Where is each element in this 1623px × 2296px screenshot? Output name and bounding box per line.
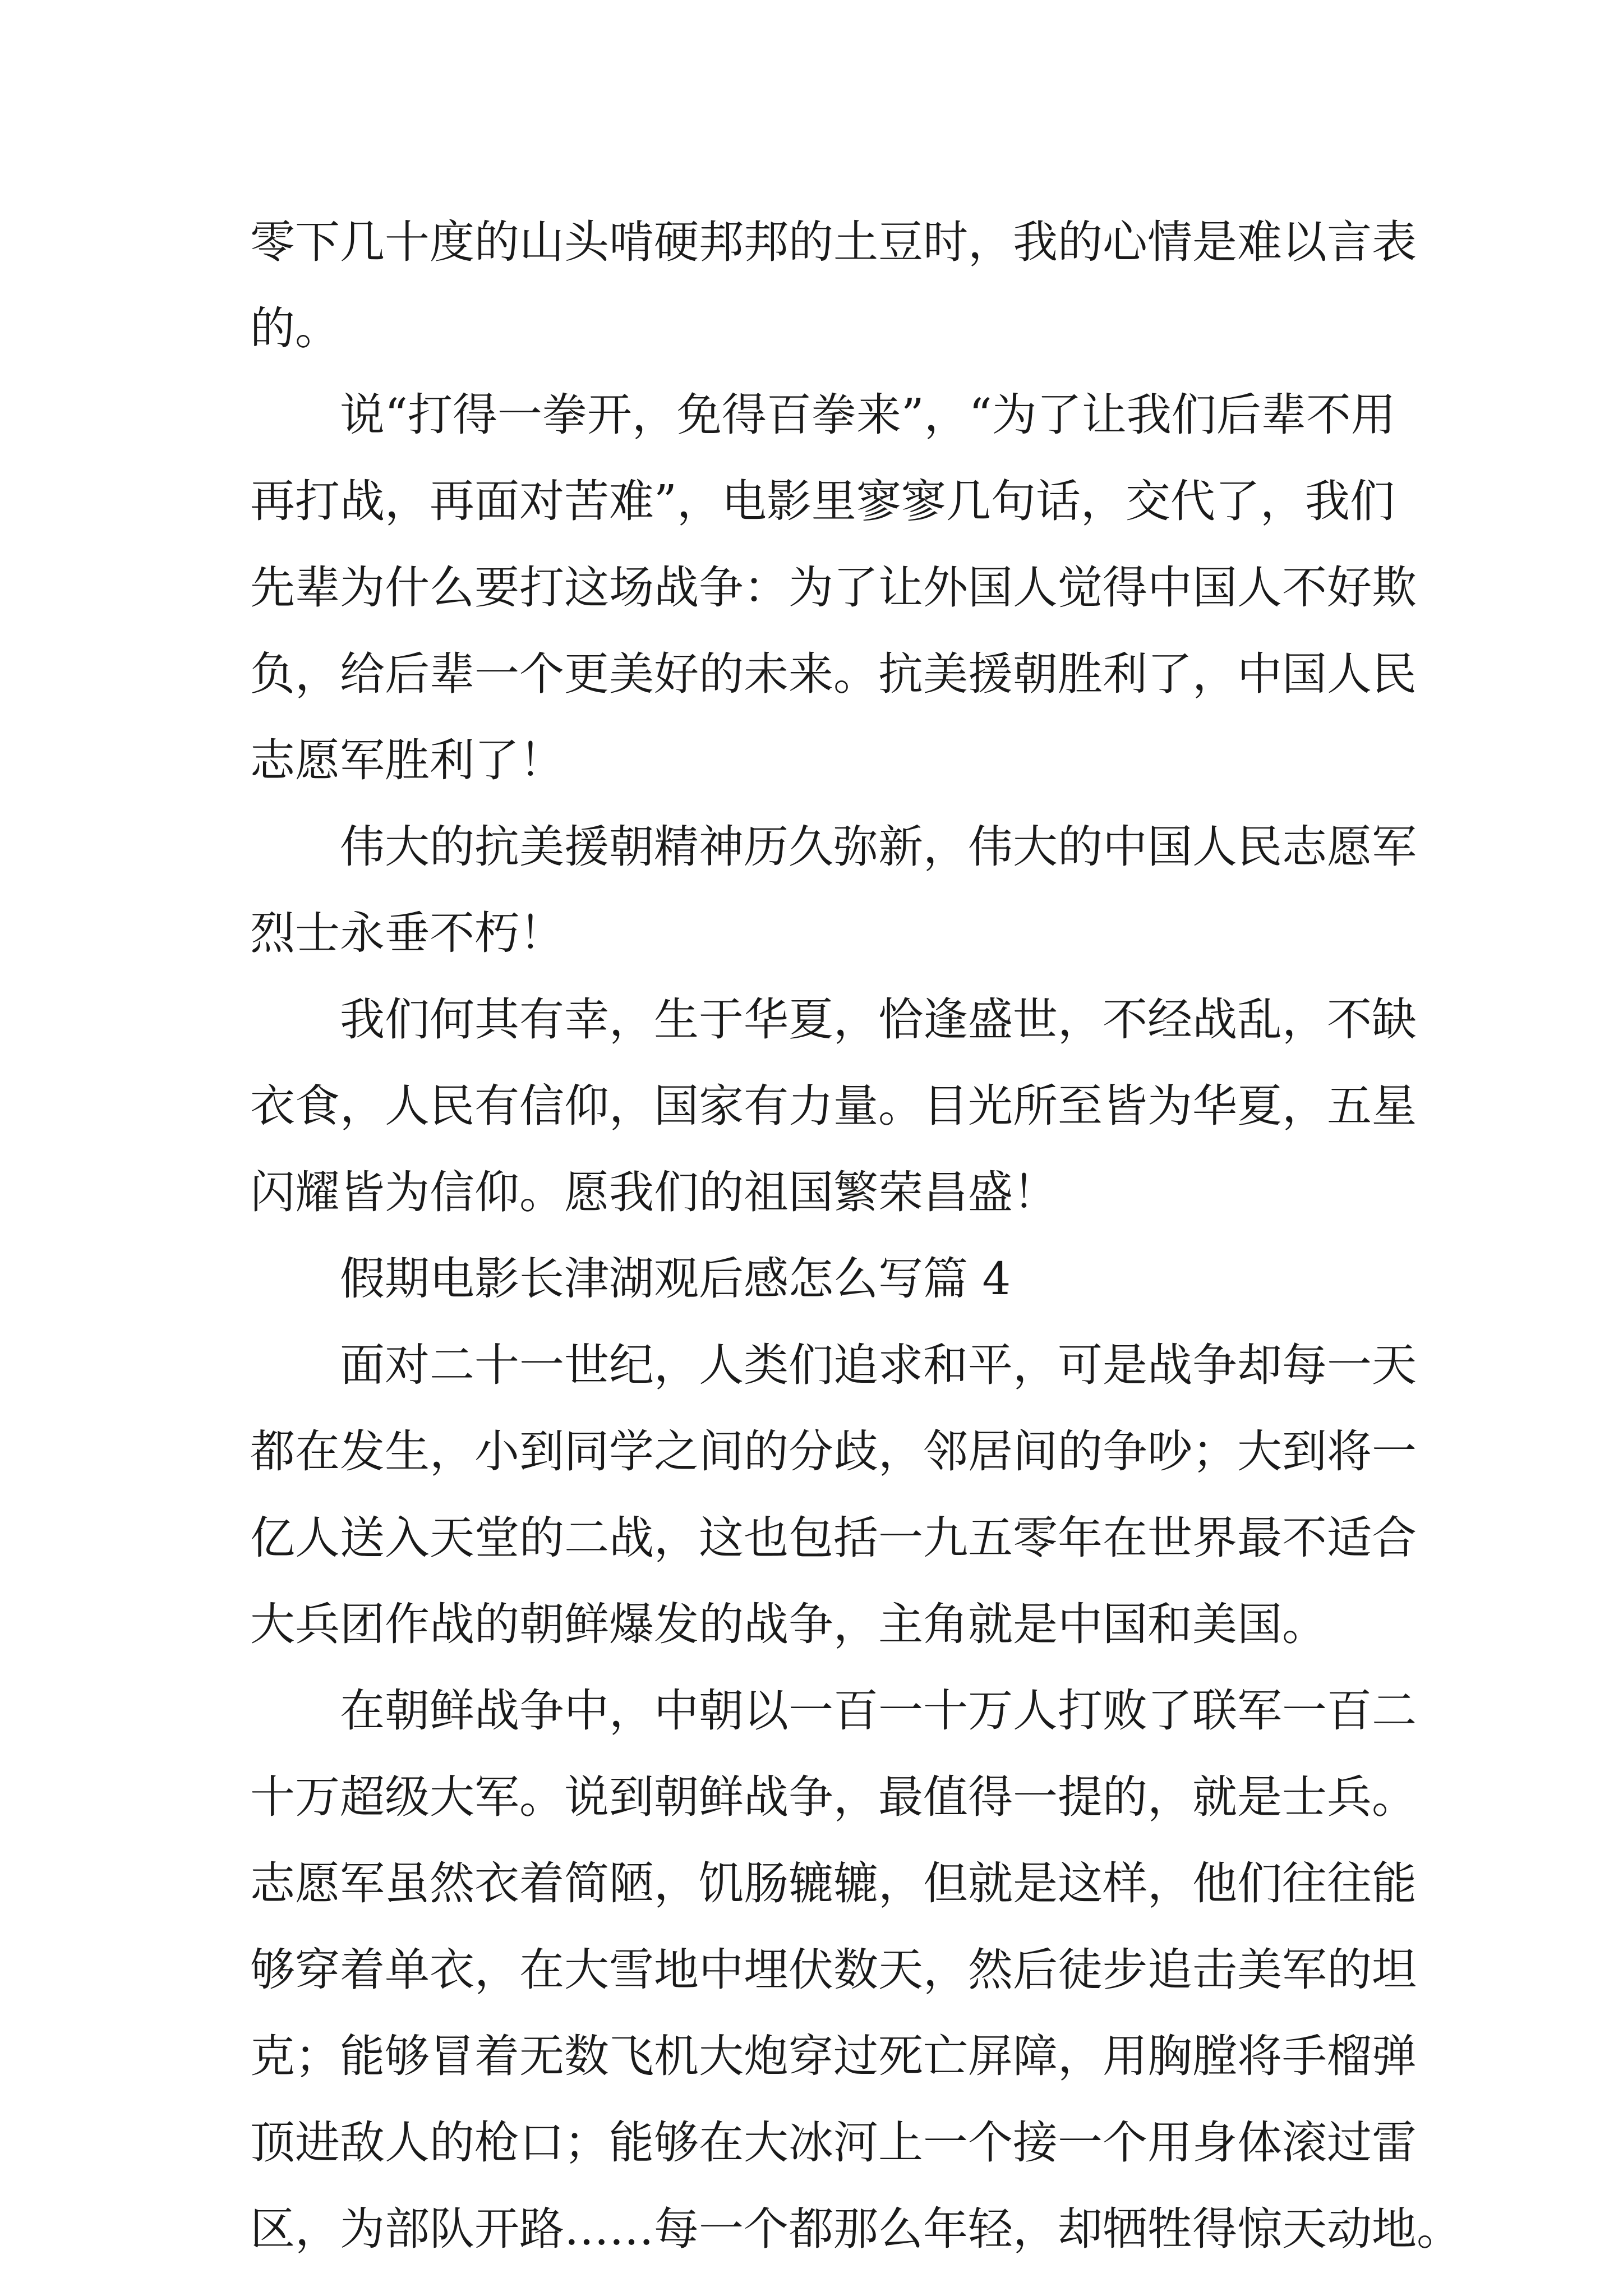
text-line: 都在发生，小到同学之间的分歧，邻居间的争吵；大到将一: [250, 1425, 1417, 1478]
section-heading: 假期电影长津湖观后感怎么写篇 4: [340, 1253, 1011, 1305]
text-line: 克；能够冒着无数飞机大炮穿过死亡屏障，用胸膛将手榴弹: [250, 2030, 1417, 2082]
text-line: 亿人送入天堂的二战，这也包括一九五零年在世界最不适合: [250, 1512, 1417, 1564]
text-line: 十万超级大军。说到朝鲜战争，最值得一提的，就是士兵。: [250, 1771, 1417, 1823]
text-line: 大兵团作战的朝鲜爆发的战争，主角就是中国和美国。: [250, 1598, 1327, 1650]
text-line: 再打战，再面对苦难”，电影里寥寥几句话，交代了，我们: [250, 475, 1395, 527]
text-line: 够穿着单衣，在大雪地中埋伏数天，然后徒步追击美军的坦: [250, 1944, 1417, 1996]
text-line: 志愿军胜利了！: [250, 734, 564, 786]
text-line: 说“打得一拳开，免得百拳来”，“为了让我们后辈不用: [340, 389, 1396, 441]
text-line: 零下几十度的山头啃硬邦邦的土豆时，我的心情是难以言表: [250, 216, 1417, 268]
text-line: 面对二十一世纪，人类们追求和平，可是战争却每一天: [340, 1339, 1417, 1391]
text-line: 志愿军虽然衣着简陋，饥肠辘辘，但就是这样，他们往往能: [250, 1857, 1417, 1910]
text-line: 负，给后辈一个更美好的未来。抗美援朝胜利了，中国人民: [250, 648, 1417, 700]
text-line: 伟大的抗美援朝精神历久弥新，伟大的中国人民志愿军: [340, 821, 1417, 873]
text-line: 区，为部队开路……每一个都那么年轻，却牺牲得惊天动地。: [250, 2203, 1461, 2255]
text-line: 先辈为什么要打这场战争：为了让外国人觉得中国人不好欺: [250, 562, 1417, 614]
text-line: 我们何其有幸，生于华夏，恰逢盛世，不经战乱，不缺: [340, 993, 1417, 1046]
text-line: 烈士永垂不朽！: [250, 907, 564, 959]
text-line: 在朝鲜战争中，中朝以一百一十万人打败了联军一百二: [340, 1685, 1417, 1737]
text-line: 闪耀皆为信仰。愿我们的祖国繁荣昌盛！: [250, 1166, 1058, 1218]
text-line: 顶进敌人的枪口；能够在大冰河上一个接一个用身体滚过雷: [250, 2116, 1417, 2169]
text-line: 的。: [250, 302, 340, 355]
text-line: 衣食，人民有信仰，国家有力量。目光所至皆为华夏，五星: [250, 1080, 1417, 1132]
